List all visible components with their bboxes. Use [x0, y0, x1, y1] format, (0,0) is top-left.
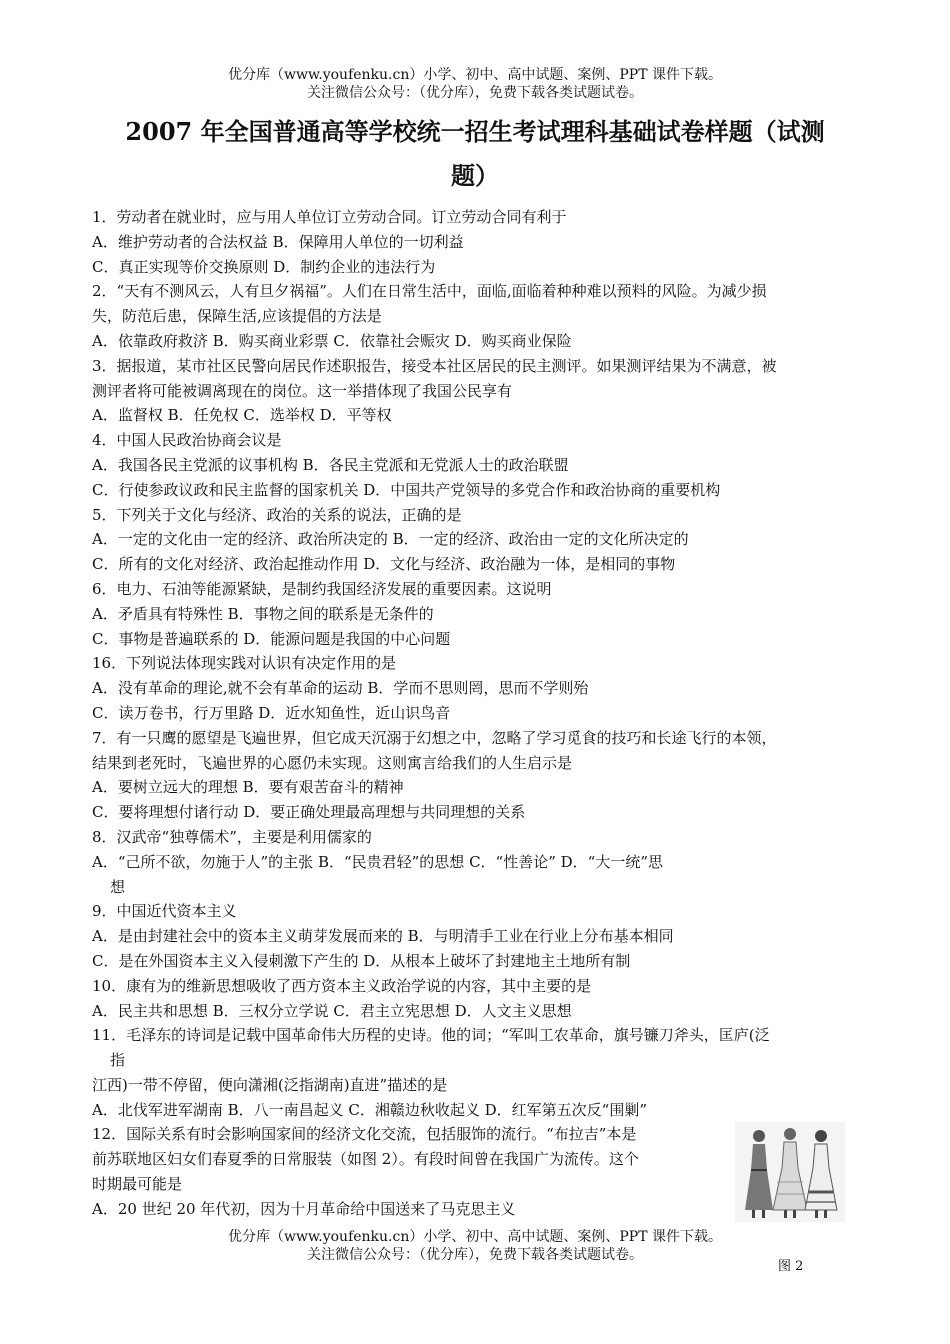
text-line: 指	[110, 1051, 126, 1070]
text-line: A．维护劳动者的合法权益 B．保障用人单位的一切利益	[92, 232, 464, 251]
text-line: 5．下列关于文化与经济、政治的关系的说法，正确的是	[92, 505, 462, 524]
text-line: A．民主共和思想 B．三权分立学说 C．君主立宪思想 D．人文主义思想	[92, 1001, 572, 1020]
text-line: 7．有一只鹰的愿望是飞遍世界，但它成天沉溺于幻想之中，忽略了学习觅食的技巧和长途飞行的本领，	[92, 728, 777, 747]
text-line: 失，防范后患，保障生活,应该提倡的方法是	[92, 307, 382, 326]
figure-drawing	[735, 1122, 845, 1222]
text-line: C．所有的文化对经济、政治起推动作用 D．文化与经济、政治融为一体，是相同的事物	[92, 555, 676, 574]
text-line: 12．国际关系有时会影响国家间的经济文化交流，包括服饰的流行。“布拉吉”本是	[92, 1125, 637, 1144]
text-line: C．真正实现等价交换原则 D．制约企业的违法行为	[92, 257, 436, 276]
text-line: 时期最可能是	[92, 1175, 183, 1194]
text-line: A．“己所不欲，勿施于人”的主张 B．“民贵君轻”的思想 C．“性善论” D．“大一统”思	[92, 852, 664, 871]
text-line: A．要树立远大的理想 B．要有艰苦奋斗的精神	[92, 778, 404, 797]
title-line-1: 2007 年全国普通高等学校统一招生考试理科基础试卷样题（试测	[125, 117, 825, 146]
text-line: A．矛盾具有特殊性 B．事物之间的联系是无条件的	[92, 604, 434, 623]
footer-line-1: 优分库（www.youfenku.cn）小学、初中、高中试题、案例、PPT 课件下载。	[227, 1229, 722, 1245]
text-line: 2．“天有不测风云，人有旦夕祸福”。人们在日常生活中，面临,面临着种种难以预料的风险。为减少损	[92, 282, 767, 301]
document-title	[92, 110, 858, 198]
text-line: A．我国各民主党派的议事机构 B．各民主党派和无党派人士的政治联盟	[92, 455, 569, 474]
text-line: 结果到老死时，飞遍世界的心愿仍未实现。这则寓言给我们的人生启示是	[92, 753, 573, 772]
three-women-in-dresses-illustration	[735, 1122, 845, 1222]
header-line-1: 优分库（www.youfenku.cn）小学、初中、高中试题、案例、PPT 课件下载。	[227, 67, 722, 83]
header-line-2: 关注微信公众号：（优分库），免费下载各类试题试卷。	[307, 85, 643, 101]
text-line: 4．中国人民政治协商会议是	[92, 431, 282, 450]
text-line: A．没有革命的理论,就不会有革命的运动 B．学而不思则罔，思而不学则殆	[92, 679, 589, 698]
footer-line-2: 关注微信公众号：（优分库），免费下载各类试题试卷。	[307, 1247, 643, 1263]
title-line-2: 题）	[451, 161, 499, 190]
text-line: C．要将理想付诸行动 D．要正确处理最高理想与共同理想的关系	[92, 803, 526, 822]
text-line: 9．中国近代资本主义	[92, 902, 237, 921]
text-line: 前苏联地区妇女们春夏季的日常服装（如图 2）。有段时间曾在我国广为流传。这个	[92, 1150, 639, 1169]
text-line: 10．康有为的维新思想吸收了西方资本主义政治学说的内容，其中主要的是	[92, 976, 592, 995]
text-line: 1．劳动者在就业时，应与用人单位订立劳动合同。订立劳动合同有利于	[92, 208, 567, 226]
text-line: A．监督权 B．任免权 C．选举权 D．平等权	[92, 406, 392, 425]
text-line: 8．汉武帝“独尊儒术”，主要是利用儒家的	[92, 827, 372, 846]
text-line: 想	[110, 877, 126, 896]
text-line: A．北伐军进军湖南 B．八一南昌起义 C．湘赣边秋收起义 D．红军第五次反“围剿”	[92, 1100, 648, 1119]
text-line: C．行使参政议政和民主监督的国家机关 D．中国共产党领导的多党合作和政治协商的重要机构	[92, 480, 721, 499]
text-line: A．依靠政府救济 B．购买商业彩票 C．依靠社会赈灾 D．购买商业保险	[92, 331, 572, 350]
text-line: 测评者将可能被调离现在的岗位。这一举措体现了我国公民享有	[92, 381, 513, 400]
text-line: 6．电力、石油等能源紧缺，是制约我国经济发展的重要因素。这说明	[92, 579, 552, 598]
text-line: 江西)一带不停留，便向潇湘(泛指湖南)直进”描述的是	[92, 1075, 448, 1094]
figure-caption: 图 2	[778, 1259, 804, 1274]
page-footer	[0, 1228, 950, 1264]
text-line: A．一定的文化由一定的经济、政治所决定的 B．一定的经济、政治由一定的文化所决定的	[92, 530, 689, 549]
text-line: A．是由封建社会中的资本主义萌芽发展而来的 B．与明清手工业在行业上分布基本相同	[92, 927, 674, 946]
text-line: C．读万卷书，行万里路 D．近水知鱼性，近山识鸟音	[92, 703, 451, 722]
text-line: C．是在外国资本主义入侵刺激下产生的 D．从根本上破坏了封建地主土地所有制	[92, 951, 631, 970]
page-header	[0, 66, 950, 102]
question-body	[92, 205, 862, 1222]
text-line: A．20 世纪 20 年代初，因为十月革命给中国送来了马克思主义	[92, 1199, 516, 1218]
text-line: 3．据报道，某市社区民警向居民作述职报告，接受本社区居民的民主测评。如果测评结果为不满意，被	[92, 356, 777, 375]
text-line: 16．下列说法体现实践对认识有决定作用的是	[92, 654, 397, 673]
text-line: C．事物是普遍联系的 D．能源问题是我国的中心问题	[92, 629, 451, 648]
text-line: 11．毛泽东的诗词是记载中国革命伟大历程的史诗。他的词；“军叫工农革命，旗号镰刀斧头，匡庐(泛	[92, 1026, 770, 1045]
